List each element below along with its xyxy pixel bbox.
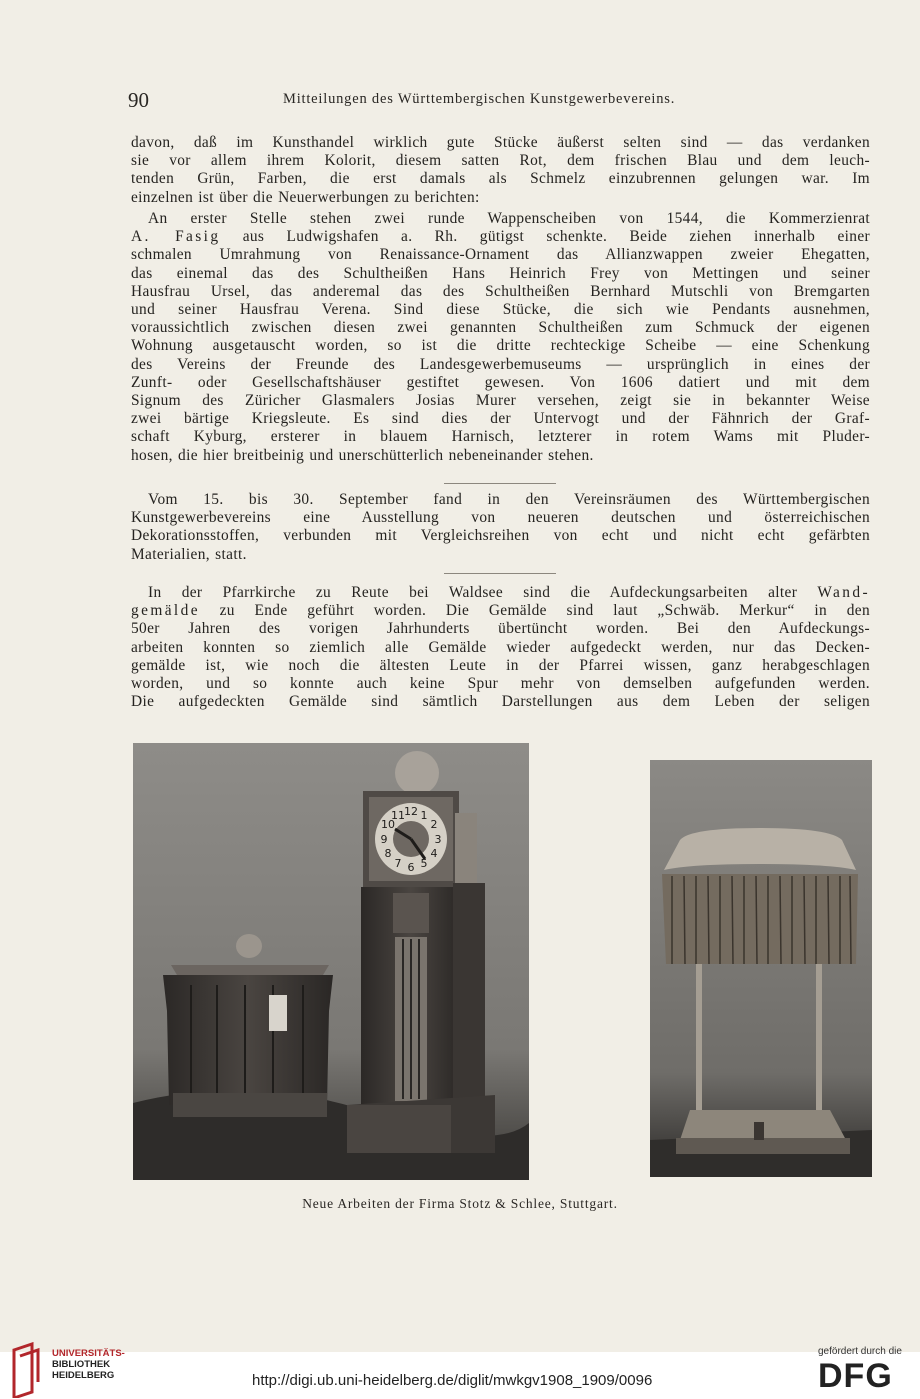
photo-lamp-illustration <box>650 760 872 1177</box>
clock-numeral: 3 <box>434 833 442 846</box>
text-line: 50er Jahren des vorigen Jahrhunderts übertüncht worden. Bei den Aufdeckungs- <box>131 620 870 638</box>
text-line: zwei bärtige Kriegsleute. Es sind dies der Untervogt und der Fähnrich der Graf- <box>131 410 870 428</box>
text-line <box>131 584 870 602</box>
permalink-url[interactable]: http://digi.ub.uni-heidelberg.de/diglit/mwkgv1908_1909/0096 <box>252 1372 653 1389</box>
text-line: Vom 15. bis 30. September fand in den Vereinsräumen des Württembergischen <box>148 491 870 508</box>
clock-numeral: 11 <box>391 809 405 822</box>
text-line: An erster Stelle stehen zwei runde Wappenscheiben von 1544, die Kommerzienrat <box>148 210 870 227</box>
clock-numeral: 6 <box>407 861 415 874</box>
text-line: arbeiten konnten so ziemlich alle Gemälde wieder aufgedeckt werden, nur das Decken- <box>131 638 870 656</box>
text-line: Signum des Züricher Glasmalers Josias Murer versehen, zeigt sie in bekannter Weise <box>131 392 870 410</box>
text-line: und seiner Hausfrau Verena. Sind diese Stücke, die sich wie Pendants ausnehmen, <box>131 301 870 319</box>
dfg-logo: DFG <box>818 1357 893 1395</box>
paragraph-ausstellung <box>131 491 870 564</box>
text-line: Zunft- oder Gesellschaftshäuser gestiftet gewesen. Von 1606 datiert und mit dem <box>131 373 870 391</box>
spaced-word: Wand- <box>817 584 870 601</box>
page-header <box>128 88 868 114</box>
text-line: Materialien, statt. <box>131 545 247 563</box>
photo-lamp <box>650 760 872 1177</box>
text-line: des Vereins der Freunde des Landesgewerbemuseums — ursprünglich in eines der <box>131 355 870 373</box>
text-line: voraussichtlich zwischen diesen zwei genannten Schultheißen zum Schmuck der eigenen <box>131 319 870 337</box>
section-divider <box>444 483 556 484</box>
text-line: das einemal das des Schultheißen Hans Heinrich Frey von Mettingen und seiner <box>131 264 870 282</box>
text-line: davon, daß im Kunsthandel wirklich gute Stücke äußerst selten sind — das verdanken <box>131 134 870 151</box>
text-run: In der Pfarrkirche zu Reute bei Waldsee sind die Aufdeckungsarbeiten alter <box>148 584 798 601</box>
library-line: UNIVERSITÄTS- <box>52 1348 125 1359</box>
university-library-logo-icon <box>10 1342 46 1398</box>
page-number: 90 <box>128 88 149 112</box>
text-line: hosen, die hier breitbeinig und unerschütterlich nebeneinander stehen. <box>131 446 594 464</box>
clock-numeral: 9 <box>380 833 388 846</box>
library-line: BIBLIOTHEK <box>52 1359 111 1370</box>
library-line: HEIDELBERG <box>52 1370 115 1381</box>
text-line: Hausfrau Ursel, das anderemal das des Schultheißen Bernhard Mutschli von Bremgarten <box>131 282 870 300</box>
library-name <box>52 1348 125 1381</box>
text-line: Wohnung ausgetauscht worden, so ist die dritte rechteckige Scheibe — eine Schenkung <box>131 337 870 355</box>
spaced-name: A. Fasig <box>131 228 221 246</box>
paragraph-wappenscheiben <box>131 210 870 465</box>
clock-numeral: 10 <box>381 818 395 831</box>
text-line: Kunstgewerbevereins eine Ausstellung von neueren deutschen und österreichischen <box>131 509 870 527</box>
text-line: schaft Kyburg, ersterer in blauem Harnisch, letzterer in rotem Wams mit Pluder- <box>131 428 870 446</box>
funding-note: gefördert durch die <box>818 1346 902 1357</box>
paragraph-continuation <box>131 134 870 207</box>
clock-numeral: 4 <box>430 847 438 860</box>
clock-numeral: 2 <box>430 818 438 831</box>
running-title: Mitteilungen des Württembergischen Kunstgewerbevereins. <box>283 91 676 107</box>
photo-box-and-clock <box>133 743 529 1180</box>
text-line: schmalen Umrahmung von Renaissance-Ornament das Allianzwappen zweier Ehegatten, <box>131 246 870 264</box>
text-line <box>131 602 870 620</box>
text-line: worden, und so konnte auch keine Spur mehr von demselben aufgefunden werden. <box>131 675 870 693</box>
spaced-word: gemälde <box>131 602 200 620</box>
text-line: einzelnen ist über die Neuerwerbungen zu berichten: <box>131 188 480 206</box>
text-run: zu Ende geführt worden. Die Gemälde sind laut „Schwäb. Merkur“ in den <box>219 602 870 620</box>
text-line: tenden Grün, Farben, die erst damals als Schmelz einzubrennen gelungen war. Im <box>131 170 870 188</box>
text-line: gemälde ist, wie noch die ältesten Leute in der Pfarrei wissen, ganz herabgeschlagen <box>131 656 870 674</box>
text-run: aus Ludwigshafen a. Rh. gütigst schenkte. Beide ziehen innerhalb einer <box>242 228 870 246</box>
figure-caption: Neue Arbeiten der Firma Stotz & Schlee, Stuttgart. <box>302 1196 618 1211</box>
clock-numeral: 7 <box>394 857 402 870</box>
clock-numeral: 8 <box>384 847 392 860</box>
text-line: Dekorationsstoffen, verbunden mit Vergleichsreihen von echt und nicht echt gefärbten <box>131 527 870 545</box>
photo-box-clock-illustration <box>133 743 529 1180</box>
text-line: Die aufgedeckten Gemälde sind sämtlich Darstellungen aus dem Leben der seligen <box>131 693 870 711</box>
clock-numeral: 5 <box>420 857 428 870</box>
text-line: sie vor allem ihrem Kolorit, diesem satten Rot, dem frischen Blau und dem leuch- <box>131 152 870 170</box>
text-line <box>131 228 870 246</box>
clock-numeral: 1 <box>420 809 428 822</box>
paragraph-pfarrkirche <box>131 584 870 711</box>
section-divider <box>444 573 556 574</box>
clock-numeral: 12 <box>404 805 418 818</box>
